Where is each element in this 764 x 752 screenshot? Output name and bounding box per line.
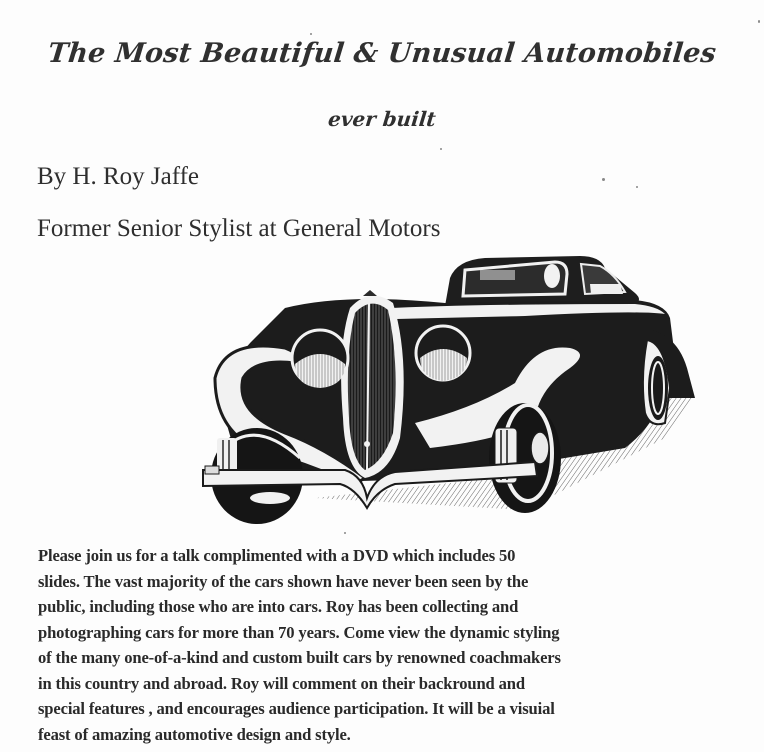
scan-speck <box>602 178 605 181</box>
scan-speck <box>758 20 760 23</box>
author-name: By H. Roy Jaffe <box>37 163 200 190</box>
event-description <box>38 543 738 747</box>
description-line: public, including those who are into cars. Roy has been collecting and <box>38 597 519 616</box>
description-line: of the many one-of-a-kind and custom built cars by renowned coachmakers <box>38 648 561 667</box>
scan-speck <box>344 532 346 534</box>
scan-speck <box>440 148 442 150</box>
description-line: photographing cars for more than 70 years. Come view the dynamic styling <box>38 622 560 642</box>
flyer-title: The Most Beautiful & Unusual Automobiles <box>46 38 718 69</box>
description-line: slides. The vast majority of the cars shown have never been seen by the <box>38 571 529 591</box>
description-line: Please join us for a talk complimented with a DVD which includes 50 <box>38 546 516 565</box>
author-role: Former Senior Stylist at General Motors <box>37 215 441 242</box>
description-line: feast of amazing automotive design and style. <box>38 724 351 744</box>
scan-speck <box>636 186 638 188</box>
description-line: special features , and encourages audience participation. It will be a visuial <box>38 699 555 718</box>
description-line: in this country and abroad. Roy will comment on their backround and <box>38 673 525 693</box>
vintage-car-illustration <box>195 248 700 530</box>
scan-speck <box>310 33 312 35</box>
flyer-subtitle: ever built <box>326 107 438 131</box>
